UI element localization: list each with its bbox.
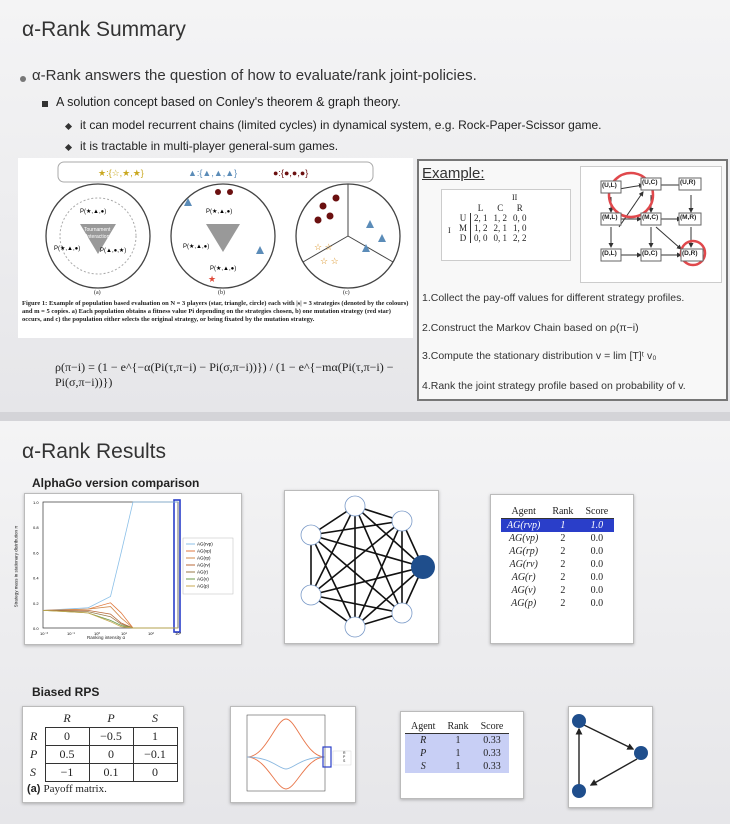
slide-divider — [0, 412, 730, 421]
ag-table — [501, 505, 614, 610]
col-header: R — [516, 203, 523, 213]
table-row[interactable] — [501, 545, 614, 558]
cell-agent: S — [420, 761, 426, 772]
x-tick-label: 10⁻¹ — [67, 631, 75, 636]
x-tick-label: 10⁰ — [94, 631, 101, 636]
cell-agent: AG(rv) — [509, 559, 538, 570]
sub-label-c: (c) — [343, 290, 350, 296]
y-tick-label: 0.2 — [33, 600, 39, 606]
cell-rank: 2 — [560, 533, 566, 544]
slide-title: α-Rank Summary — [22, 18, 186, 41]
col-rank: Rank — [552, 506, 574, 517]
table-row[interactable] — [405, 747, 509, 760]
figure-caption: Figure 1: Example of population based evaluation on N = 3 players (star, triangle, circle) each with |s| = 3 strategies (denoted by the colours) and m = 5 copies. a) Each population obtains a fitness value Pi depending on the strategies chosen, b) one mutation strategy (red star) occurs, and c) the population either selects the original strategy, or being fixated by the mutation strategy. — [22, 300, 409, 324]
y-tick-label: 0.0 — [33, 626, 39, 631]
cell-rank: 2 — [560, 572, 566, 583]
matrix-caption — [27, 783, 107, 795]
bullet-diamond-icon — [65, 144, 72, 151]
step-2: 2.Construct the Markov Chain based on ρ(π−i) — [422, 322, 639, 334]
payoff-cell: 0, 0 — [474, 233, 488, 243]
cell-score: 0.33 — [483, 761, 501, 772]
bullet-subsub-2: it is tractable in multi-player general-sum games. — [80, 139, 339, 153]
matrix-cell: 1 — [133, 728, 177, 746]
rps-matrix-table — [29, 710, 178, 782]
col-agent: Agent — [511, 506, 536, 517]
cell-score: 0.0 — [590, 572, 604, 583]
svg-text:P(★,▲,●): P(★,▲,●) — [80, 209, 107, 215]
cell-agent: AG(v) — [511, 585, 536, 596]
cell-rank: 2 — [560, 585, 566, 596]
x-tick-label: 10² — [148, 631, 154, 636]
svg-text:★:{☆,★,★}: ★:{☆,★,★} — [98, 168, 144, 178]
node-uc: (U,C) — [642, 179, 658, 186]
payoff-cell: 0, 0 — [513, 213, 527, 223]
cell-rank: 2 — [560, 598, 566, 609]
population-diagram — [18, 158, 413, 293]
col-header: S — [152, 711, 158, 725]
payoff-cell: 2, 1 — [474, 213, 488, 223]
section-biased-rps: Biased RPS — [32, 685, 100, 699]
svg-text:▲:{▲,▲,▲}: ▲:{▲,▲,▲} — [188, 168, 238, 178]
rps-chart-svg — [231, 707, 355, 802]
node-dl: (D,L) — [602, 250, 617, 257]
sub-label-a: (a) — [94, 290, 101, 296]
payoff-cell: 1, 0 — [513, 223, 527, 233]
row-header: P — [30, 747, 38, 761]
payoff-cell: 1, 2 — [493, 213, 508, 223]
cell-score: 0.0 — [590, 533, 604, 544]
y-tick-label: 0.4 — [33, 575, 39, 581]
cell-agent: P — [420, 748, 427, 759]
rho-formula — [55, 338, 400, 402]
slide-results — [0, 421, 730, 824]
step-4: 4.Rank the joint strategy profile based on probability of v. — [422, 380, 686, 392]
legend-r: R — [343, 751, 346, 755]
col-header: C — [497, 203, 504, 213]
player-two-label: II — [512, 193, 518, 202]
cell-agent: AG(r) — [511, 572, 536, 583]
cell-rank: 1 — [455, 748, 461, 759]
table-row[interactable] — [501, 532, 614, 545]
bullet-sub: A solution concept based on Conley's theorem & graph theory. — [56, 95, 401, 109]
x-tick-label: 10³ — [175, 631, 181, 636]
payoff-cell: 1, 2 — [474, 223, 488, 233]
matrix-cell: 0.5 — [45, 746, 89, 764]
caption-a: (a) — [27, 783, 41, 795]
cell-score: 0.33 — [483, 735, 501, 746]
rps-table — [405, 720, 509, 773]
cell-score: 0.0 — [590, 585, 604, 596]
cell-rank: 1 — [455, 761, 461, 772]
legend-label: AG(rp) — [197, 555, 211, 561]
cell-agent: AG(p) — [511, 598, 537, 609]
matrix-cell: 0 — [133, 764, 177, 782]
step-3: 3.Compute the stationary distribution v = lim [T]ᵗ v₀ — [422, 350, 657, 362]
rps-payoff-matrix — [22, 706, 184, 803]
alphago-graph-svg — [285, 491, 438, 643]
payoff-table-wrap — [441, 189, 571, 261]
x-axis-label: Ranking intensity α — [87, 635, 126, 640]
x-tick-label: 10¹ — [121, 631, 127, 636]
sub-label-b: (b) — [218, 290, 225, 296]
cell-score: 0.0 — [590, 546, 604, 557]
y-tick-label: 1.0 — [33, 500, 39, 505]
alphago-chart-svg — [25, 494, 241, 644]
legend-p: P — [343, 755, 346, 759]
legend-label: AG(rv) — [197, 562, 211, 568]
svg-text:P(★,▲,●): P(★,▲,●) — [54, 246, 81, 252]
table-row[interactable] — [501, 597, 614, 610]
y-tick-label: 0.8 — [33, 525, 39, 531]
svg-text:P(★,▲,●): P(★,▲,●) — [210, 266, 237, 272]
payoff-table — [456, 203, 530, 243]
section-alphago: AlphaGo version comparison — [32, 476, 200, 490]
series-line-AG(v) — [43, 610, 178, 628]
alphago-rank-table — [490, 494, 634, 644]
y-tick-label: 0.6 — [33, 550, 39, 556]
series-line-AG(p) — [43, 610, 178, 628]
matrix-cell: −0.1 — [133, 746, 177, 764]
matrix-cell: 0.1 — [89, 764, 133, 782]
slide-title: α-Rank Results — [22, 440, 167, 463]
legend-label: AG(vp) — [197, 548, 212, 554]
cell-agent: R — [420, 735, 427, 746]
legend-label: AG(rvp) — [197, 541, 213, 547]
node-mr: (M,R) — [680, 214, 697, 221]
node-mc: (M,C) — [642, 214, 659, 221]
node-dr: (D,R) — [682, 250, 698, 257]
series-line-AG(r) — [43, 610, 178, 628]
svg-text:P(▲,●,★): P(▲,●,★) — [100, 248, 127, 254]
col-agent: Agent — [411, 721, 436, 732]
svg-text:Tournament: Tournament — [84, 227, 111, 233]
cell-rank: 1 — [455, 735, 461, 746]
bullet-main: α-Rank answers the question of how to evaluate/rank joint-policies. — [32, 67, 477, 84]
matrix-cell: −0.5 — [89, 728, 133, 746]
table-row[interactable] — [501, 584, 614, 597]
col-score: Score — [585, 506, 609, 517]
series-line-AG(rp) — [43, 607, 178, 628]
row-header: S — [30, 765, 36, 779]
col-rank: Rank — [447, 721, 469, 732]
svg-text:☆ ☆: ☆ ☆ — [320, 256, 339, 266]
cell-agent: AG(rvp) — [507, 520, 541, 531]
cell-score: 0.0 — [590, 559, 604, 570]
step-1: 1.Collect the pay-off values for different strategy profiles. — [422, 292, 685, 304]
rps-chart — [230, 706, 356, 803]
rps-graph — [568, 706, 653, 808]
y-axis-label: Strategy mass in stationary distribution π — [13, 525, 19, 608]
svg-text:P(★,▲,●): P(★,▲,●) — [206, 209, 233, 215]
col-score: Score — [480, 721, 504, 732]
cell-score: 0.33 — [483, 748, 501, 759]
matrix-cell: 0 — [89, 746, 133, 764]
cell-score: 0.0 — [590, 598, 604, 609]
row-header: D — [456, 233, 471, 243]
matrix-cell: −1 — [45, 764, 89, 782]
cell-rank: 1 — [560, 520, 566, 531]
table-row[interactable] — [501, 571, 614, 584]
alphago-chart — [13, 493, 242, 645]
node-ml: (M,L) — [602, 214, 618, 221]
example-box — [417, 159, 728, 401]
legend-label: AG(p) — [197, 583, 210, 589]
cell-agent: AG(vp) — [508, 533, 539, 544]
bullet-diamond-icon — [65, 123, 72, 130]
rps-graph-svg — [569, 707, 652, 807]
cell-agent: AG(rp) — [509, 546, 539, 557]
population-figure — [18, 158, 413, 338]
node-dc: (D,C) — [642, 250, 658, 257]
x-tick-label: 10⁻³ — [40, 631, 48, 636]
row-header: U — [456, 213, 471, 223]
bullet-subsub-1: it can model recurrent chains (limited cycles) in dynamical system, e.g. Rock-Paper-Scissor game. — [80, 118, 602, 132]
svg-text:P(★,▲,●): P(★,▲,●) — [183, 244, 210, 250]
node-ur: (U,R) — [680, 179, 696, 186]
legend-label: AG(v) — [197, 576, 209, 582]
table-row[interactable] — [405, 734, 509, 748]
legend-s: S — [343, 759, 346, 763]
payoff-cell: 2, 2 — [513, 233, 527, 243]
table-row[interactable] — [405, 760, 509, 773]
node-ul: (U,L) — [602, 182, 617, 189]
bullet-dot-icon — [20, 76, 26, 82]
col-header: L — [477, 203, 484, 213]
cell-rank: 2 — [560, 546, 566, 557]
player-one-label: I — [448, 226, 451, 235]
legend-label: AG(r) — [197, 569, 208, 575]
col-header: R — [63, 711, 71, 725]
table-row[interactable] — [501, 558, 614, 571]
formula-text: ρ(π−i) = (1 − e^{−α(Pi(τ,π−i) − Pi(σ,π−i))}) / (1 − e^{−mα(Pi(τ,π−i) − Pi(σ,π−i))}) — [55, 360, 394, 389]
example-title: Example: — [422, 165, 485, 182]
svg-text:☆ ☆: ☆ ☆ — [314, 242, 333, 252]
markov-graph — [580, 166, 722, 283]
rps-rank-table — [400, 711, 524, 799]
alphago-graph — [284, 490, 439, 644]
row-header: R — [30, 729, 38, 743]
svg-text:●:{●,●,●}: ●:{●,●,●} — [273, 168, 309, 178]
caption-text: Payoff matrix. — [43, 783, 107, 795]
payoff-cell: 2, 1 — [493, 223, 508, 233]
matrix-cell: 0 — [45, 728, 89, 746]
payoff-cell: 0, 1 — [493, 233, 508, 243]
bullet-square-icon — [42, 101, 48, 107]
cell-rank: 2 — [560, 559, 566, 570]
series-line-AG(rv) — [43, 610, 178, 628]
row-header: M — [456, 223, 471, 233]
cell-score: 1.0 — [590, 520, 604, 531]
series-line-AG(rvp) — [43, 502, 178, 610]
svg-text:★: ★ — [208, 274, 217, 284]
table-row-selected[interactable] — [501, 519, 614, 533]
svg-text:Interaction: Interaction — [86, 234, 110, 240]
col-header: P — [107, 711, 115, 725]
